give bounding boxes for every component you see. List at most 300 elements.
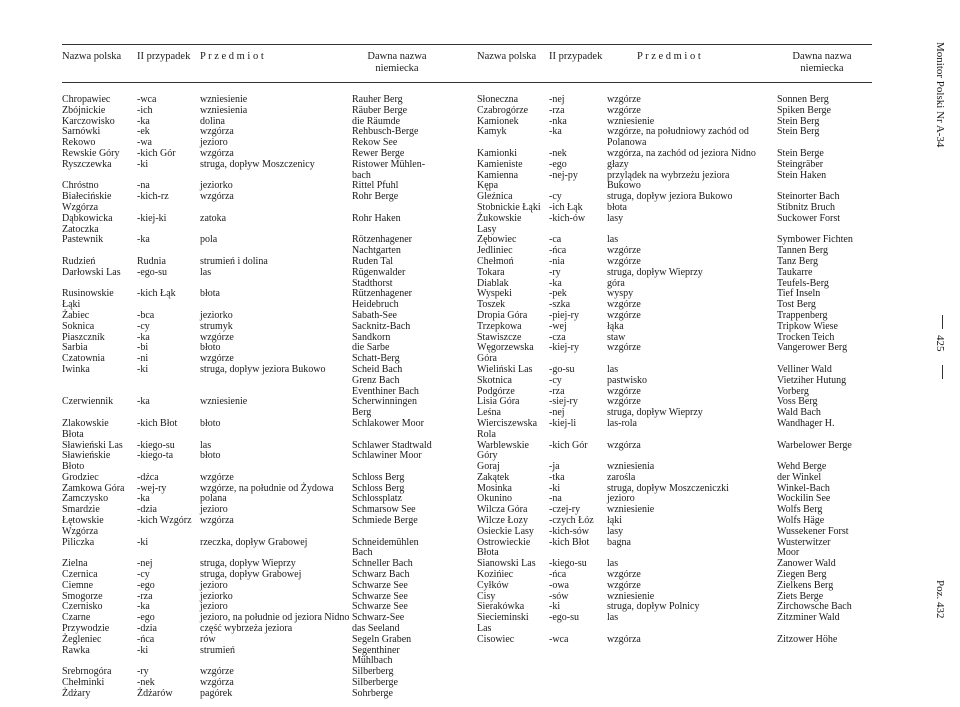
genitive-form: -kiej-ki bbox=[137, 212, 167, 224]
polish-name: Smardzie bbox=[62, 504, 100, 516]
polish-name: Słoneczna bbox=[477, 94, 519, 105]
german-name: Taukarre bbox=[777, 266, 813, 278]
polish-name: Sławieński Las bbox=[62, 439, 123, 451]
subject: jeziorko bbox=[200, 309, 233, 321]
polish-name: Ryszczewka bbox=[62, 158, 112, 170]
subject: wzgórze bbox=[607, 245, 641, 257]
genitive-form: -nej bbox=[549, 407, 565, 419]
polish-name: Rewskie Góry bbox=[62, 147, 120, 159]
genitive-form: -cy bbox=[137, 320, 150, 332]
german-name: Ziets Berge bbox=[777, 590, 824, 602]
genitive-form: -wa bbox=[137, 137, 152, 149]
table-row bbox=[477, 106, 872, 117]
polish-name: Trzepkowa bbox=[477, 320, 522, 332]
polish-name: Wzgórza bbox=[62, 201, 99, 213]
subject: wzniesienie bbox=[607, 504, 655, 516]
german-name: Suckower Forst bbox=[777, 212, 841, 224]
polish-name: Czatownia bbox=[62, 353, 105, 365]
table-row bbox=[477, 322, 872, 333]
genitive-form: -cy bbox=[549, 374, 562, 386]
genitive-form: -ka bbox=[549, 277, 562, 289]
polish-name: Grodziec bbox=[62, 471, 99, 483]
german-name: Rittel Pfuhl bbox=[352, 180, 399, 192]
german-name: Sohrberge bbox=[352, 687, 393, 699]
table-row bbox=[62, 181, 472, 192]
german-name: Bach bbox=[352, 547, 373, 559]
subject: wzgórza, na zachód od jeziora Nidno bbox=[607, 147, 756, 159]
subject: zatoka bbox=[200, 212, 227, 224]
genitive-form: -kich Wzgórz bbox=[137, 515, 192, 527]
table-row bbox=[62, 538, 472, 549]
table-row bbox=[62, 451, 472, 462]
polish-name: Czabrogórze bbox=[477, 104, 529, 116]
header-case-right: II przypadek bbox=[549, 51, 603, 62]
subject: wzniesienie bbox=[200, 94, 248, 105]
subject: pola bbox=[200, 234, 218, 246]
subject: łąka bbox=[607, 320, 624, 332]
german-name: Segenthiner bbox=[352, 644, 400, 656]
table-row bbox=[62, 192, 472, 203]
table-row bbox=[62, 160, 472, 171]
table-row bbox=[62, 289, 472, 300]
polish-name: Dąbkowicka bbox=[62, 212, 113, 224]
subject: struga, dopływ Wieprzy bbox=[607, 266, 703, 278]
subject: las bbox=[607, 558, 619, 570]
german-name: Zanower Wald bbox=[777, 558, 836, 570]
german-name: Tief Inseln bbox=[777, 288, 821, 300]
page-number: 425 bbox=[934, 335, 946, 352]
german-name: Winkel-Bach bbox=[777, 482, 830, 494]
genitive-form: -nek bbox=[549, 147, 567, 159]
subject: las bbox=[200, 266, 212, 278]
polish-name: Stawiszcze bbox=[477, 331, 522, 343]
table-row bbox=[477, 538, 872, 549]
header-subject: P r z e d m i o t bbox=[200, 51, 264, 62]
polish-name: Chełminki bbox=[62, 677, 105, 689]
subject: wzgórza bbox=[200, 515, 234, 527]
polish-name: Przywodzie bbox=[62, 623, 110, 635]
polish-name: Łętowskie bbox=[62, 515, 104, 527]
german-name: Ruden Tal bbox=[352, 255, 394, 267]
genitive-form: -ni bbox=[137, 353, 149, 365]
genitive-form: -kich Gór bbox=[549, 439, 588, 451]
german-name: Schwarze See bbox=[352, 601, 408, 613]
german-name: Sacknitz-Bach bbox=[352, 320, 411, 332]
genitive-form: -cy bbox=[137, 569, 150, 581]
polish-name: Warblewskie bbox=[477, 439, 529, 451]
subject: wzgórze bbox=[607, 385, 641, 397]
polish-name: Białecińskie bbox=[62, 191, 112, 203]
german-name: Symbower Fichten bbox=[777, 234, 853, 246]
polish-name: Toszek bbox=[477, 299, 506, 311]
genitive-form: -kich Błot bbox=[549, 536, 590, 548]
polish-name: Goraj bbox=[477, 461, 500, 473]
german-name: Rügenwalder bbox=[352, 266, 406, 278]
polish-name: Rusinowskie bbox=[62, 288, 114, 300]
german-name: Schwarz-See bbox=[352, 612, 405, 624]
table-row bbox=[62, 462, 472, 473]
german-name: Schwarze See bbox=[352, 590, 408, 602]
polish-name: Smogorze bbox=[62, 590, 103, 602]
polish-name: Błoto bbox=[62, 461, 85, 473]
table-row bbox=[477, 160, 872, 171]
subject: wzgórze bbox=[607, 255, 641, 267]
table-row bbox=[477, 343, 872, 354]
german-name: Sonnen Berg bbox=[777, 94, 829, 105]
german-name: Scherwinningen bbox=[352, 396, 417, 408]
header-case: II przypadek bbox=[137, 51, 191, 62]
genitive-form: -ka bbox=[137, 234, 150, 246]
subject: przylądek na wybrzeżu jeziora bbox=[607, 169, 730, 181]
german-name: Warbelower Berge bbox=[777, 439, 852, 451]
subject: wzniesienie bbox=[607, 115, 655, 127]
polish-name: Iwinka bbox=[62, 363, 90, 375]
polish-name: Lasy bbox=[477, 223, 497, 235]
polish-name: Cisy bbox=[477, 590, 496, 602]
genitive-form: -ki bbox=[137, 158, 149, 170]
subject: wzniesienie bbox=[607, 590, 655, 602]
table-row bbox=[62, 678, 472, 689]
german-name: Schatt-Berg bbox=[352, 353, 400, 365]
german-name: Zitzminer Wald bbox=[777, 612, 840, 624]
subject: wzgórze bbox=[607, 579, 641, 591]
polish-name: Rekowo bbox=[62, 137, 96, 149]
genitive-form: -ka bbox=[137, 115, 150, 127]
polish-name: Czerwiennik bbox=[62, 396, 114, 408]
side-margin bbox=[932, 40, 954, 680]
german-name: Rauher Berg bbox=[352, 94, 403, 105]
subject: wzgórze bbox=[200, 353, 234, 365]
table-row bbox=[62, 581, 472, 592]
table-row bbox=[62, 235, 472, 246]
subject: strumień i dolina bbox=[200, 255, 268, 267]
german-name: Schmarsow See bbox=[352, 504, 416, 516]
table-row bbox=[477, 613, 872, 624]
subject: wzgórze, na południe od Żydowa bbox=[200, 482, 334, 494]
genitive-form: -ego bbox=[549, 158, 567, 170]
table-row bbox=[62, 516, 472, 527]
header-polish-name-right: Nazwa polska bbox=[477, 51, 537, 62]
table-row bbox=[62, 570, 472, 581]
subject: bagna bbox=[607, 536, 631, 548]
german-name: Schloss Berg bbox=[352, 471, 405, 483]
genitive-form: -ńca bbox=[137, 633, 155, 645]
subject: las-rola bbox=[607, 417, 637, 429]
genitive-form: -cza bbox=[549, 331, 566, 343]
page-rule-top bbox=[942, 315, 943, 329]
subject: pastwisko bbox=[607, 374, 647, 386]
subject: struga, dopływ jeziora Bukowo bbox=[607, 191, 733, 203]
subject: wzgórze bbox=[200, 666, 234, 678]
subject: strumień bbox=[200, 644, 235, 656]
polish-name: Leśna bbox=[477, 407, 501, 419]
header-polish-name: Nazwa polska bbox=[62, 51, 122, 62]
polish-name: Ostrowieckie bbox=[477, 536, 531, 548]
genitive-form: -ka bbox=[137, 493, 150, 505]
genitive-form: -wca bbox=[137, 94, 157, 105]
german-name: Grenz Bach bbox=[352, 374, 400, 386]
genitive-form: -kich Gór bbox=[137, 147, 176, 159]
table-row bbox=[62, 138, 472, 149]
polish-name: Żdżary bbox=[62, 687, 91, 699]
polish-name: Zbójnickie bbox=[62, 104, 106, 116]
subject: Polanowa bbox=[607, 137, 647, 149]
genitive-form: -kiego-su bbox=[549, 558, 587, 570]
german-name: Scheid Bach bbox=[352, 363, 403, 375]
german-name: Schwarz Bach bbox=[352, 569, 410, 581]
german-name: Silberberg bbox=[352, 666, 394, 678]
polish-name: Zlakowskie bbox=[62, 417, 109, 429]
subject: pagórek bbox=[200, 687, 233, 699]
german-name: Moor bbox=[777, 547, 800, 559]
polish-name: Chropawiec bbox=[62, 94, 111, 105]
subject: wzgórze, na południowy zachód od bbox=[607, 126, 749, 138]
table-row bbox=[477, 127, 872, 138]
genitive-form: -dźca bbox=[137, 471, 159, 483]
genitive-form: -bca bbox=[137, 309, 155, 321]
german-name: Stein Berg bbox=[777, 115, 820, 127]
table-row bbox=[62, 667, 472, 678]
table-row bbox=[477, 635, 872, 646]
subject: wzgórze bbox=[607, 299, 641, 311]
german-name: Rohr Haken bbox=[352, 212, 401, 224]
polish-name: Karczowisko bbox=[62, 115, 115, 127]
table-row bbox=[62, 333, 472, 344]
genitive-form: -piej-ry bbox=[549, 309, 579, 321]
polish-name: Góry bbox=[477, 450, 498, 462]
genitive-form: -kich-rz bbox=[137, 191, 169, 203]
subject: wzgórze bbox=[607, 94, 641, 105]
german-name: Steingräber bbox=[777, 158, 824, 170]
header-german-name-right: Dawna nazwa niemiecka bbox=[792, 51, 852, 74]
polish-name: Zamczysko bbox=[62, 493, 109, 505]
genitive-form: -ki bbox=[549, 601, 561, 613]
german-name: der Winkel bbox=[777, 471, 822, 483]
polish-name: Piliczka bbox=[62, 536, 95, 548]
genitive-form: -nia bbox=[549, 255, 565, 267]
subject: jezioro bbox=[200, 137, 228, 149]
subject: struga, dopływ jeziora Bukowo bbox=[200, 363, 326, 375]
polish-name: Mosinka bbox=[477, 482, 512, 494]
genitive-form: -ego bbox=[137, 579, 155, 591]
table-row bbox=[477, 214, 872, 225]
genitive-form: -ca bbox=[549, 234, 562, 246]
subject: struga, dopływ Grabowej bbox=[200, 569, 302, 581]
german-name: Rewer Berge bbox=[352, 147, 405, 159]
polish-name: Las bbox=[477, 623, 492, 635]
polish-name: Zębowiec bbox=[477, 234, 517, 246]
subject: las bbox=[607, 234, 619, 246]
table-row bbox=[62, 430, 472, 441]
subject: jezioro bbox=[200, 579, 228, 591]
table-row bbox=[477, 419, 872, 430]
polish-name: Zakątek bbox=[477, 471, 510, 483]
table-row bbox=[477, 171, 872, 182]
genitive-form: Rudnia bbox=[137, 255, 166, 267]
german-name: das Seeland bbox=[352, 623, 400, 635]
genitive-form: -ry bbox=[137, 666, 149, 678]
polish-name: Skotnica bbox=[477, 374, 512, 386]
german-name: Voss Berg bbox=[777, 396, 818, 408]
german-name: Stein Berg bbox=[777, 126, 820, 138]
german-name: Heidebruch bbox=[352, 299, 399, 311]
german-name: Wandhager H. bbox=[777, 417, 835, 429]
polish-name: Zielna bbox=[62, 558, 88, 570]
left-table bbox=[62, 95, 472, 700]
german-name: Eventhiner Bach bbox=[352, 385, 419, 397]
subject: wzniesienie bbox=[200, 396, 248, 408]
table-row bbox=[62, 268, 472, 279]
german-name: Silberberge bbox=[352, 677, 398, 689]
genitive-form: -ka bbox=[137, 396, 150, 408]
subject: rzeczka, dopływ Grabowej bbox=[200, 536, 308, 548]
table-row bbox=[62, 365, 472, 376]
genitive-form: -nej bbox=[549, 94, 565, 105]
genitive-form: -kiego-su bbox=[137, 439, 175, 451]
subject: wzgórza bbox=[200, 126, 234, 138]
polish-name: Rawka bbox=[62, 644, 90, 656]
german-name: Sabath-See bbox=[352, 309, 397, 321]
german-name: Sandkorn bbox=[352, 331, 391, 343]
german-name: Wolfs Berg bbox=[777, 504, 823, 516]
polish-name: Góra bbox=[477, 353, 497, 365]
subject: wzgórza bbox=[200, 147, 234, 159]
genitive-form: -ego bbox=[137, 612, 155, 624]
german-name: Mühlbach bbox=[352, 655, 393, 667]
polish-name: Błota bbox=[62, 428, 84, 440]
subject: błoto bbox=[200, 450, 221, 462]
german-name: Stein Haken bbox=[777, 169, 827, 181]
german-name: Wussekener Forst bbox=[777, 525, 849, 537]
polish-name: Kamionki bbox=[477, 147, 517, 159]
genitive-form: -rza bbox=[549, 104, 565, 116]
german-name: Tannen Berg bbox=[777, 245, 829, 257]
german-name: Trocken Teich bbox=[777, 331, 835, 343]
subject: jezioro bbox=[200, 504, 228, 516]
german-name: bach bbox=[352, 169, 371, 181]
german-name: Zitzower Höhe bbox=[777, 633, 838, 645]
header-subject-right: P r z e d m i o t bbox=[637, 51, 701, 62]
subject: struga, dopływ Moszczenicy bbox=[200, 158, 315, 170]
german-name: Trappenberg bbox=[777, 309, 828, 321]
subject: wzgórze bbox=[607, 342, 641, 354]
journal-title: Monitor Polski Nr A-34 bbox=[934, 42, 946, 148]
genitive-form: -pek bbox=[549, 288, 567, 300]
header-bottom-rule bbox=[62, 82, 872, 83]
german-name: die Sarbe bbox=[352, 342, 390, 354]
genitive-form: -kich Łąk bbox=[137, 288, 176, 300]
subject: las bbox=[607, 363, 619, 375]
subject: wzniesienia bbox=[200, 104, 248, 116]
genitive-form: -ki bbox=[137, 644, 149, 656]
table-row bbox=[62, 300, 472, 311]
polish-name: Piaszczník bbox=[62, 331, 105, 343]
german-name: Wald Bach bbox=[777, 407, 821, 419]
german-name: Teufels-Berg bbox=[777, 277, 829, 289]
german-name: Schmiede Berge bbox=[352, 515, 418, 527]
table-row bbox=[477, 268, 872, 279]
genitive-form: -dzia bbox=[137, 623, 157, 635]
german-name: Velliner Wald bbox=[777, 363, 832, 375]
german-name: Schlossplatz bbox=[352, 493, 402, 505]
german-name: Rohr Berge bbox=[352, 191, 399, 203]
polish-name: Ciemne bbox=[62, 579, 94, 591]
polish-name: Pastewnik bbox=[62, 234, 104, 246]
genitive-form: -szka bbox=[549, 299, 571, 311]
german-name: Wehd Berge bbox=[777, 461, 827, 473]
subject: wzgórza bbox=[200, 677, 234, 689]
german-name: Zirchowsche Bach bbox=[777, 601, 852, 613]
subject: Bukowo bbox=[607, 180, 641, 192]
genitive-form: -ki bbox=[137, 363, 149, 375]
genitive-form: -go-su bbox=[549, 363, 575, 375]
genitive-form: -ich bbox=[137, 104, 153, 116]
genitive-form: -wca bbox=[549, 633, 569, 645]
polish-name: Stobnickie Łąki bbox=[477, 201, 541, 213]
polish-name: Lisia Góra bbox=[477, 396, 520, 408]
german-name: Wolfs Häge bbox=[777, 515, 825, 527]
subject: wzgórze bbox=[607, 569, 641, 581]
german-name: Schlawer Stadtwald bbox=[352, 439, 432, 451]
subject: las bbox=[200, 439, 212, 451]
subject: jezioro bbox=[607, 493, 635, 505]
subject: struga, dopływ Wieprzy bbox=[200, 558, 296, 570]
genitive-form: -wej bbox=[549, 320, 567, 332]
genitive-form: -na bbox=[137, 180, 150, 192]
polish-name: Osieckie Lasy bbox=[477, 525, 534, 537]
polish-name: Rola bbox=[477, 428, 496, 440]
genitive-form: -wej-ry bbox=[137, 482, 167, 494]
header-top-rule bbox=[62, 44, 872, 45]
polish-name: Kamionek bbox=[477, 115, 519, 127]
table-row bbox=[62, 214, 472, 225]
subject: wzgórza bbox=[607, 439, 641, 451]
table-row bbox=[62, 689, 472, 700]
german-name: Rötzenhagener bbox=[352, 234, 412, 246]
genitive-form: -nej bbox=[137, 558, 153, 570]
genitive-form: -kiej-li bbox=[549, 417, 577, 429]
genitive-form: -ka bbox=[137, 601, 150, 613]
genitive-form: -ki bbox=[549, 482, 561, 494]
table-row bbox=[62, 343, 472, 354]
german-name: Schneller Bach bbox=[352, 558, 413, 570]
table-row bbox=[62, 322, 472, 333]
polish-name: Sierakówka bbox=[477, 601, 525, 613]
genitive-form: -kiego-ta bbox=[137, 450, 174, 462]
polish-name: Darłowski Las bbox=[62, 266, 121, 278]
table-row bbox=[62, 376, 472, 387]
polish-name: Żegleniec bbox=[62, 633, 102, 645]
page-rule-bottom bbox=[942, 365, 943, 379]
subject: wzniesienia bbox=[607, 461, 655, 473]
polish-name: Kamienna bbox=[477, 169, 519, 181]
german-name: Nachtgarten bbox=[352, 245, 401, 257]
table-row bbox=[62, 171, 472, 182]
genitive-form: -cy bbox=[549, 191, 562, 203]
genitive-form: -ńca bbox=[549, 569, 567, 581]
genitive-form: -nej-py bbox=[549, 169, 578, 181]
polish-name: Cyłków bbox=[477, 579, 509, 591]
subject: część wybrzeża jeziora bbox=[200, 623, 293, 635]
genitive-form: -na bbox=[549, 493, 562, 505]
polish-name: Tokara bbox=[477, 266, 505, 278]
table-row bbox=[62, 484, 472, 495]
subject: błota bbox=[607, 201, 627, 213]
german-name: Schlakower Moor bbox=[352, 417, 424, 429]
german-name: Schwarze See bbox=[352, 579, 408, 591]
subject: struga, dopływ Polnicy bbox=[607, 601, 700, 613]
subject: strumyk bbox=[200, 320, 233, 332]
